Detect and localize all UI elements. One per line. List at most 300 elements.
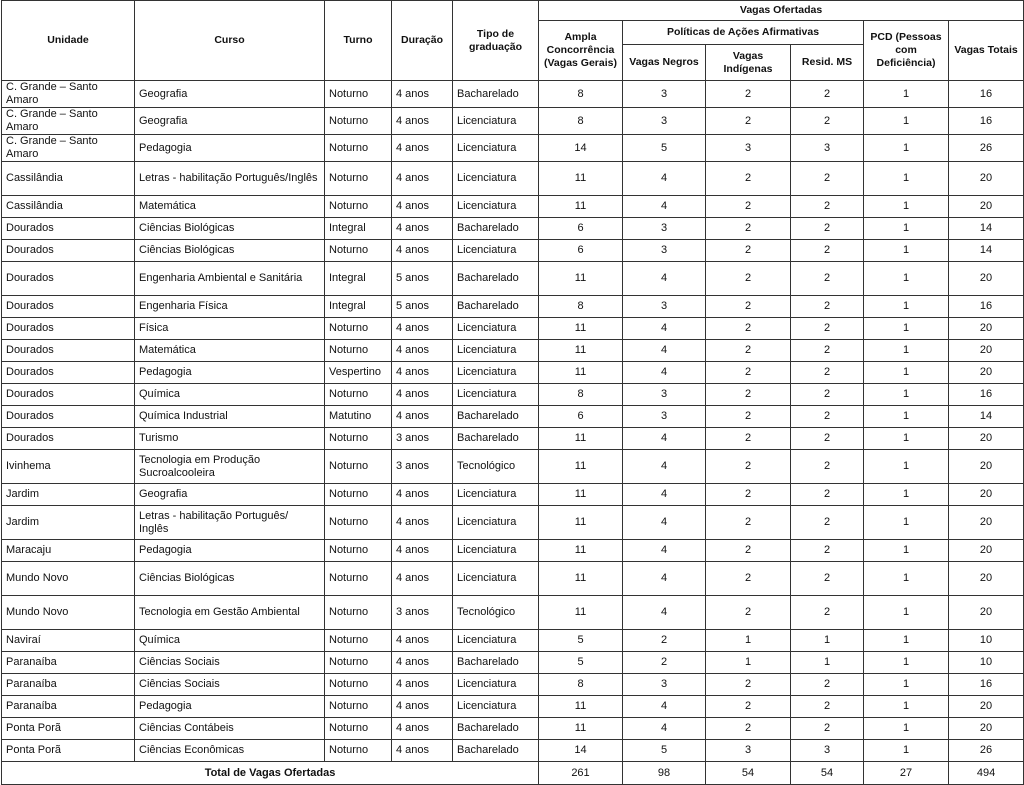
cell-curso: Geografia — [135, 108, 325, 135]
cell-ampla: 11 — [539, 506, 623, 540]
cell-resid: 2 — [791, 428, 864, 450]
cell-turno: Vespertino — [325, 362, 392, 384]
cell-duracao: 4 anos — [392, 240, 453, 262]
cell-tipo: Licenciatura — [453, 484, 539, 506]
cell-unidade: Dourados — [2, 406, 135, 428]
table-row — [2, 450, 1024, 484]
total-resid: 54 — [791, 762, 864, 785]
cell-negros: 4 — [623, 162, 706, 196]
cell-resid: 2 — [791, 562, 864, 596]
cell-negros: 4 — [623, 596, 706, 630]
table-row — [2, 81, 1024, 108]
cell-negros: 4 — [623, 562, 706, 596]
cell-negros: 2 — [623, 630, 706, 652]
cell-negros: 4 — [623, 506, 706, 540]
cell-ampla: 14 — [539, 135, 623, 162]
header-indigenas: Vagas Indígenas — [706, 45, 791, 81]
cell-unidade: Dourados — [2, 428, 135, 450]
cell-turno: Noturno — [325, 450, 392, 484]
cell-unidade: Paranaíba — [2, 696, 135, 718]
cell-turno: Integral — [325, 262, 392, 296]
cell-duracao: 4 anos — [392, 384, 453, 406]
cell-resid: 2 — [791, 318, 864, 340]
cell-turno: Noturno — [325, 596, 392, 630]
cell-negros: 5 — [623, 135, 706, 162]
cell-duracao: 4 anos — [392, 318, 453, 340]
cell-indigenas: 2 — [706, 218, 791, 240]
cell-tipo: Bacharelado — [453, 296, 539, 318]
cell-curso: Ciências Biológicas — [135, 240, 325, 262]
cell-negros: 4 — [623, 362, 706, 384]
cell-turno: Noturno — [325, 674, 392, 696]
cell-total: 26 — [949, 135, 1024, 162]
cell-negros: 3 — [623, 296, 706, 318]
cell-resid: 2 — [791, 506, 864, 540]
total-negros: 98 — [623, 762, 706, 785]
cell-tipo: Licenciatura — [453, 562, 539, 596]
cell-unidade: Paranaíba — [2, 652, 135, 674]
cell-total: 20 — [949, 428, 1024, 450]
header-tipo: Tipo de graduação — [453, 1, 539, 81]
cell-pcd: 1 — [864, 740, 949, 762]
cell-unidade: C. Grande – Santo Amaro — [2, 135, 135, 162]
cell-duracao: 3 anos — [392, 450, 453, 484]
cell-indigenas: 2 — [706, 262, 791, 296]
header-totais: Vagas Totais — [949, 21, 1024, 81]
cell-pcd: 1 — [864, 696, 949, 718]
cell-tipo: Licenciatura — [453, 318, 539, 340]
cell-resid: 2 — [791, 362, 864, 384]
cell-negros: 4 — [623, 196, 706, 218]
cell-ampla: 6 — [539, 218, 623, 240]
cell-duracao: 4 anos — [392, 630, 453, 652]
cell-curso: Ciências Sociais — [135, 652, 325, 674]
cell-tipo: Bacharelado — [453, 81, 539, 108]
cell-duracao: 4 anos — [392, 135, 453, 162]
cell-curso: Tecnologia em Produção Sucroalcooleira — [135, 450, 325, 484]
cell-turno: Noturno — [325, 718, 392, 740]
header-vagas-ofertadas: Vagas Ofertadas — [539, 1, 1024, 21]
cell-indigenas: 2 — [706, 450, 791, 484]
cell-pcd: 1 — [864, 630, 949, 652]
cell-duracao: 4 anos — [392, 340, 453, 362]
cell-pcd: 1 — [864, 540, 949, 562]
cell-duracao: 4 anos — [392, 406, 453, 428]
cell-tipo: Licenciatura — [453, 506, 539, 540]
cell-curso: Pedagogia — [135, 696, 325, 718]
cell-indigenas: 2 — [706, 240, 791, 262]
table-row — [2, 135, 1024, 162]
cell-ampla: 6 — [539, 240, 623, 262]
table-row — [2, 384, 1024, 406]
cell-curso: Geografia — [135, 484, 325, 506]
header-resid: Resid. MS — [791, 45, 864, 81]
cell-unidade: Dourados — [2, 384, 135, 406]
cell-negros: 5 — [623, 740, 706, 762]
cell-indigenas: 2 — [706, 296, 791, 318]
table-row — [2, 506, 1024, 540]
cell-duracao: 4 anos — [392, 718, 453, 740]
cell-duracao: 5 anos — [392, 296, 453, 318]
cell-negros: 4 — [623, 484, 706, 506]
table-row — [2, 484, 1024, 506]
cell-negros: 3 — [623, 81, 706, 108]
cell-ampla: 8 — [539, 81, 623, 108]
table-header — [2, 1, 1024, 81]
cell-tipo: Bacharelado — [453, 428, 539, 450]
cell-pcd: 1 — [864, 81, 949, 108]
cell-turno: Noturno — [325, 135, 392, 162]
cell-indigenas: 2 — [706, 674, 791, 696]
cell-curso: Ciências Biológicas — [135, 218, 325, 240]
cell-pcd: 1 — [864, 428, 949, 450]
table-row — [2, 162, 1024, 196]
cell-ampla: 11 — [539, 428, 623, 450]
cell-tipo: Bacharelado — [453, 652, 539, 674]
cell-ampla: 11 — [539, 596, 623, 630]
cell-indigenas: 2 — [706, 362, 791, 384]
cell-ampla: 11 — [539, 340, 623, 362]
cell-turno: Noturno — [325, 540, 392, 562]
cell-pcd: 1 — [864, 562, 949, 596]
cell-duracao: 4 anos — [392, 506, 453, 540]
cell-negros: 4 — [623, 696, 706, 718]
cell-unidade: Dourados — [2, 262, 135, 296]
table-row — [2, 718, 1024, 740]
cell-unidade: C. Grande – Santo Amaro — [2, 81, 135, 108]
cell-tipo: Bacharelado — [453, 740, 539, 762]
cell-curso: Ciências Sociais — [135, 674, 325, 696]
cell-indigenas: 2 — [706, 540, 791, 562]
cell-ampla: 11 — [539, 696, 623, 718]
cell-pcd: 1 — [864, 450, 949, 484]
header-politicas: Políticas de Ações Afirmativas — [623, 21, 864, 45]
cell-total: 20 — [949, 362, 1024, 384]
cell-total: 26 — [949, 740, 1024, 762]
cell-pcd: 1 — [864, 718, 949, 740]
cell-turno: Matutino — [325, 406, 392, 428]
cell-pcd: 1 — [864, 674, 949, 696]
cell-turno: Integral — [325, 218, 392, 240]
cell-resid: 2 — [791, 340, 864, 362]
cell-tipo: Licenciatura — [453, 384, 539, 406]
cell-pcd: 1 — [864, 296, 949, 318]
cell-duracao: 4 anos — [392, 108, 453, 135]
cell-tipo: Licenciatura — [453, 240, 539, 262]
cell-total: 20 — [949, 450, 1024, 484]
cell-indigenas: 2 — [706, 718, 791, 740]
cell-tipo: Licenciatura — [453, 630, 539, 652]
cell-duracao: 4 anos — [392, 196, 453, 218]
table-row — [2, 630, 1024, 652]
cell-turno: Noturno — [325, 696, 392, 718]
header-pcd: PCD (Pessoas com Deficiência) — [864, 21, 949, 81]
cell-unidade: Mundo Novo — [2, 596, 135, 630]
cell-unidade: Cassilândia — [2, 162, 135, 196]
cell-indigenas: 2 — [706, 428, 791, 450]
cell-indigenas: 2 — [706, 340, 791, 362]
cell-ampla: 8 — [539, 674, 623, 696]
cell-negros: 3 — [623, 218, 706, 240]
cell-indigenas: 2 — [706, 162, 791, 196]
cell-tipo: Bacharelado — [453, 718, 539, 740]
cell-resid: 3 — [791, 135, 864, 162]
cell-curso: Turismo — [135, 428, 325, 450]
cell-resid: 2 — [791, 450, 864, 484]
cell-curso: Letras - habilitação Português/ Inglês — [135, 506, 325, 540]
table-row — [2, 318, 1024, 340]
cell-tipo: Licenciatura — [453, 196, 539, 218]
cell-total: 14 — [949, 406, 1024, 428]
cell-total: 14 — [949, 218, 1024, 240]
cell-unidade: Dourados — [2, 218, 135, 240]
cell-indigenas: 2 — [706, 484, 791, 506]
cell-unidade: Dourados — [2, 240, 135, 262]
total-label: Total de Vagas Ofertadas — [2, 762, 539, 785]
cell-ampla: 6 — [539, 406, 623, 428]
cell-tipo: Licenciatura — [453, 340, 539, 362]
cell-ampla: 11 — [539, 718, 623, 740]
cell-ampla: 11 — [539, 196, 623, 218]
cell-pcd: 1 — [864, 240, 949, 262]
cell-total: 20 — [949, 696, 1024, 718]
cell-ampla: 14 — [539, 740, 623, 762]
cell-turno: Noturno — [325, 196, 392, 218]
cell-pcd: 1 — [864, 596, 949, 630]
cell-resid: 2 — [791, 81, 864, 108]
table-row — [2, 240, 1024, 262]
total-vagas: 494 — [949, 762, 1024, 785]
cell-total: 20 — [949, 484, 1024, 506]
cell-unidade: Dourados — [2, 340, 135, 362]
cell-turno: Noturno — [325, 240, 392, 262]
table-row — [2, 596, 1024, 630]
cell-total: 16 — [949, 384, 1024, 406]
cell-total: 16 — [949, 674, 1024, 696]
table-footer — [2, 762, 1024, 785]
cell-pcd: 1 — [864, 162, 949, 196]
cell-turno: Noturno — [325, 630, 392, 652]
cell-indigenas: 2 — [706, 506, 791, 540]
cell-negros: 3 — [623, 674, 706, 696]
cell-resid: 2 — [791, 262, 864, 296]
total-indigenas: 54 — [706, 762, 791, 785]
cell-turno: Noturno — [325, 318, 392, 340]
cell-duracao: 4 anos — [392, 162, 453, 196]
cell-total: 10 — [949, 652, 1024, 674]
cell-tipo: Bacharelado — [453, 406, 539, 428]
cell-unidade: Maracaju — [2, 540, 135, 562]
cell-resid: 2 — [791, 296, 864, 318]
cell-curso: Pedagogia — [135, 362, 325, 384]
cell-total: 20 — [949, 196, 1024, 218]
table-row — [2, 296, 1024, 318]
cell-total: 20 — [949, 506, 1024, 540]
cell-curso: Matemática — [135, 196, 325, 218]
cell-indigenas: 2 — [706, 318, 791, 340]
cell-negros: 3 — [623, 108, 706, 135]
table-row — [2, 362, 1024, 384]
header-unidade: Unidade — [2, 1, 135, 81]
cell-negros: 2 — [623, 652, 706, 674]
cell-total: 14 — [949, 240, 1024, 262]
cell-duracao: 4 anos — [392, 562, 453, 596]
table-row — [2, 262, 1024, 296]
cell-unidade: Jardim — [2, 506, 135, 540]
cell-indigenas: 2 — [706, 108, 791, 135]
cell-curso: Letras - habilitação Português/Inglês — [135, 162, 325, 196]
cell-pcd: 1 — [864, 406, 949, 428]
cell-ampla: 5 — [539, 630, 623, 652]
cell-unidade: Jardim — [2, 484, 135, 506]
cell-unidade: C. Grande – Santo Amaro — [2, 108, 135, 135]
cell-ampla: 11 — [539, 318, 623, 340]
cell-ampla: 11 — [539, 540, 623, 562]
cell-pcd: 1 — [864, 135, 949, 162]
table-row — [2, 196, 1024, 218]
cell-negros: 4 — [623, 262, 706, 296]
cell-duracao: 4 anos — [392, 484, 453, 506]
cell-negros: 3 — [623, 406, 706, 428]
cell-resid: 1 — [791, 630, 864, 652]
cell-pcd: 1 — [864, 506, 949, 540]
cell-curso: Ciências Econômicas — [135, 740, 325, 762]
cell-negros: 4 — [623, 318, 706, 340]
cell-total: 16 — [949, 81, 1024, 108]
cell-tipo: Licenciatura — [453, 362, 539, 384]
cell-curso: Pedagogia — [135, 135, 325, 162]
total-ampla: 261 — [539, 762, 623, 785]
cell-resid: 2 — [791, 162, 864, 196]
cell-turno: Noturno — [325, 652, 392, 674]
cell-pcd: 1 — [864, 262, 949, 296]
cell-negros: 3 — [623, 240, 706, 262]
cell-resid: 2 — [791, 196, 864, 218]
cell-duracao: 4 anos — [392, 652, 453, 674]
cell-curso: Engenharia Ambiental e Sanitária — [135, 262, 325, 296]
table-row — [2, 696, 1024, 718]
cell-ampla: 11 — [539, 362, 623, 384]
cell-resid: 2 — [791, 108, 864, 135]
cell-curso: Matemática — [135, 340, 325, 362]
cell-resid: 3 — [791, 740, 864, 762]
cell-total: 10 — [949, 630, 1024, 652]
cell-indigenas: 3 — [706, 740, 791, 762]
cell-unidade: Ivinhema — [2, 450, 135, 484]
cell-pcd: 1 — [864, 652, 949, 674]
cell-duracao: 4 anos — [392, 674, 453, 696]
cell-total: 16 — [949, 108, 1024, 135]
cell-ampla: 11 — [539, 562, 623, 596]
cell-total: 20 — [949, 262, 1024, 296]
cell-unidade: Dourados — [2, 296, 135, 318]
cell-duracao: 3 anos — [392, 428, 453, 450]
cell-pcd: 1 — [864, 196, 949, 218]
cell-indigenas: 1 — [706, 630, 791, 652]
cell-turno: Noturno — [325, 108, 392, 135]
cell-pcd: 1 — [864, 384, 949, 406]
cell-negros: 4 — [623, 718, 706, 740]
cell-tipo: Bacharelado — [453, 262, 539, 296]
cell-indigenas: 2 — [706, 696, 791, 718]
cell-unidade: Dourados — [2, 362, 135, 384]
cell-turno: Noturno — [325, 506, 392, 540]
cell-pcd: 1 — [864, 218, 949, 240]
table-row — [2, 540, 1024, 562]
cell-unidade: Dourados — [2, 318, 135, 340]
cell-resid: 2 — [791, 240, 864, 262]
cell-curso: Ciências Biológicas — [135, 562, 325, 596]
table-row — [2, 652, 1024, 674]
table-row — [2, 562, 1024, 596]
table-row — [2, 340, 1024, 362]
table-row — [2, 218, 1024, 240]
cell-curso: Pedagogia — [135, 540, 325, 562]
cell-indigenas: 1 — [706, 652, 791, 674]
cell-indigenas: 3 — [706, 135, 791, 162]
cell-ampla: 11 — [539, 162, 623, 196]
cell-pcd: 1 — [864, 362, 949, 384]
cell-total: 20 — [949, 562, 1024, 596]
cell-resid: 2 — [791, 696, 864, 718]
cell-negros: 4 — [623, 540, 706, 562]
cell-indigenas: 2 — [706, 196, 791, 218]
cell-curso: Ciências Contábeis — [135, 718, 325, 740]
cell-duracao: 4 anos — [392, 696, 453, 718]
cell-turno: Noturno — [325, 384, 392, 406]
cell-indigenas: 2 — [706, 596, 791, 630]
cell-total: 20 — [949, 596, 1024, 630]
cell-total: 20 — [949, 318, 1024, 340]
cell-tipo: Tecnológico — [453, 596, 539, 630]
cell-turno: Noturno — [325, 740, 392, 762]
table-row — [2, 674, 1024, 696]
cell-ampla: 8 — [539, 296, 623, 318]
cell-ampla: 8 — [539, 384, 623, 406]
cell-ampla: 5 — [539, 652, 623, 674]
cell-tipo: Licenciatura — [453, 162, 539, 196]
cell-indigenas: 2 — [706, 406, 791, 428]
header-curso: Curso — [135, 1, 325, 81]
cell-turno: Noturno — [325, 162, 392, 196]
cell-unidade: Naviraí — [2, 630, 135, 652]
cell-ampla: 11 — [539, 262, 623, 296]
cell-duracao: 4 anos — [392, 540, 453, 562]
cell-unidade: Ponta Porã — [2, 718, 135, 740]
header-turno: Turno — [325, 1, 392, 81]
table-row — [2, 740, 1024, 762]
cell-curso: Química — [135, 384, 325, 406]
header-ampla: Ampla Concorrência (Vagas Gerais) — [539, 21, 623, 81]
cell-unidade: Mundo Novo — [2, 562, 135, 596]
cell-pcd: 1 — [864, 108, 949, 135]
cell-tipo: Licenciatura — [453, 674, 539, 696]
cell-tipo: Licenciatura — [453, 696, 539, 718]
cell-negros: 4 — [623, 450, 706, 484]
cell-tipo: Licenciatura — [453, 108, 539, 135]
cell-turno: Noturno — [325, 562, 392, 596]
cell-total: 20 — [949, 540, 1024, 562]
header-duracao: Duração — [392, 1, 453, 81]
cell-pcd: 1 — [864, 340, 949, 362]
cell-resid: 2 — [791, 596, 864, 630]
header-negros: Vagas Negros — [623, 45, 706, 81]
cell-tipo: Licenciatura — [453, 540, 539, 562]
cell-tipo: Bacharelado — [453, 218, 539, 240]
cell-resid: 2 — [791, 674, 864, 696]
cell-negros: 4 — [623, 428, 706, 450]
cell-total: 20 — [949, 718, 1024, 740]
